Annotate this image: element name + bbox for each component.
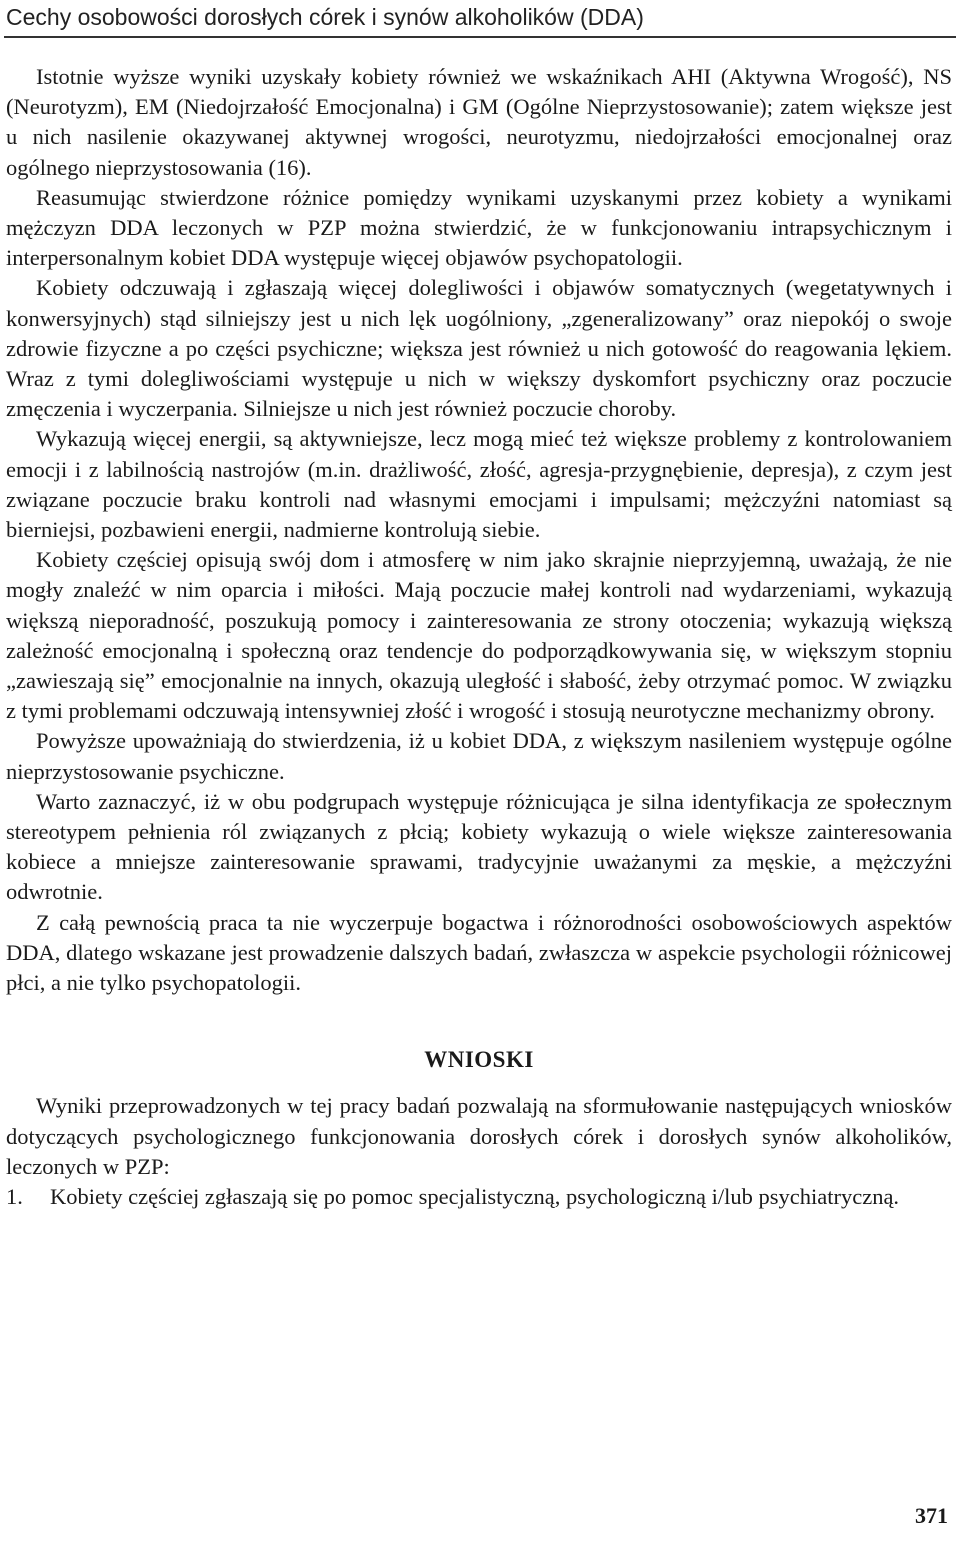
list-item-text: Kobiety częściej zgłaszają się po pomoc specjalistyczną, psychologiczną i/lub psychiatryczną. (50, 1183, 900, 1209)
paragraph: Istotnie wyższe wyniki uzyskały kobiety również we wskaźnikach AHI (Aktywna Wrogość), NS (Neurotyzm), EM (Niedojrzałość Emocjonalna) i GM (Ogólne Nieprzystosowanie); zatem większe jest u nich nasilenie okazywanej aktywnej wrogości, neurotyzmu, niedojrzałości emocjonalnej oraz ogólnego nieprzystosowania (16). (6, 64, 952, 180)
section-heading: WNIOSKI (424, 1047, 534, 1073)
body-text (6, 62, 952, 1212)
running-header: Cechy osobowości dorosłych córek i synów alkoholików (DDA) (6, 4, 644, 30)
list-item (6, 1182, 952, 1212)
conclusions-intro: Wyniki przeprowadzonych w tej pracy badań pozwalają na sformułowanie następujących wniosków dotyczących psychologicznego funkcjonowania dorosłych córek i dorosłych synów alkoholików, leczonych w PZP: (6, 1093, 952, 1179)
paragraph: Kobiety częściej opisują swój dom i atmosferę w nim jako skrajnie nieprzyjemną, uważają, że nie mogły znaleźć w nim oparcia i miłości. Mają poczucie małej kontroli nad wydarzeniami, wykazują większą nieporadność, poszukują pomocy i zainteresowania ze strony otoczenia; wykazują większą zależność emocjonalną i społeczną oraz tendencje do podporządkowywania się, w większym stopniu „zawieszają się” emocjonalnie na innych, okazują uległość i słabość, żeby otrzymać pomoc. W związku z tymi problemami odczuwają intensywniej złość i wrogość i stosują neurotyczne mechanizmy obrony. (6, 547, 952, 724)
paragraph: Powyższe upoważniają do stwierdzenia, iż u kobiet DDA, z większym nasileniem występuje ogólne nieprzystosowanie psychiczne. (6, 728, 952, 784)
paragraph: Wykazują więcej energii, są aktywniejsze, lecz mogą mieć też większe problemy z kontrolowaniem emocji i z labilnością nastrojów (m.in. drażliwość, złość, agresja-przygnębienie, depresja), z czym jest związane poczucie braku kontroli nad własnymi emocjami i impulsami; mężczyźni natomiast są bierniejsi, pozbawieni energii, nadmierne kontrolują siebie. (6, 426, 952, 543)
paragraph: Z całą pewnością praca ta nie wyczerpuje bogactwa i różnorodności osobowościowych aspektów DDA, dlatego wskazane jest prowadzenie dalszych badań, zwłaszcza w aspekcie psychologii różnicowej płci, a nie tylko psychopatologii. (6, 909, 952, 996)
paragraph: Kobiety odczuwają i zgłaszają więcej dolegliwości i objawów somatycznych (wegetatywnych i konwersyjnych) stąd silniejszy jest u nich lęk uogólniony, „zgeneralizowany” oraz niepokój o swoje zdrowie fizyczne a po części psychiczne; większa jest również u nich gotowość do reagowania lękiem. Wraz z tymi dolegliwościami występuje u nich w większy dyskomfort psychiczny oraz poczucie zmęczenia i wyczerpania. Silniejsze u nich jest również poczucie choroby. (6, 275, 952, 422)
conclusions-list (6, 1182, 952, 1212)
header-rule (4, 36, 956, 38)
paragraph: Reasumując stwierdzone różnice pomiędzy wynikami uzyskanymi przez kobiety a wynikami mężczyzn DDA leczonych w PZP można stwierdzić, że w funkcjonowaniu intrapsychicznym i interpersonalnym kobiet DDA występuje więcej objawów psychopatologii. (6, 184, 952, 271)
paragraph: Warto zaznaczyć, iż w obu podgrupach występuje różnicująca je silna identyfikacja ze społecznym stereotypem pełnienia ról związanych z płcią; kobiety wykazują o wiele większe zainteresowania kobiece a mniejsze zainteresowanie sprawami, tradycyjnie uważanymi za męskie, a mężczyźni odwrotnie. (6, 788, 952, 905)
page-number: 371 (915, 1503, 948, 1528)
list-item-number: 1. (6, 1183, 23, 1209)
